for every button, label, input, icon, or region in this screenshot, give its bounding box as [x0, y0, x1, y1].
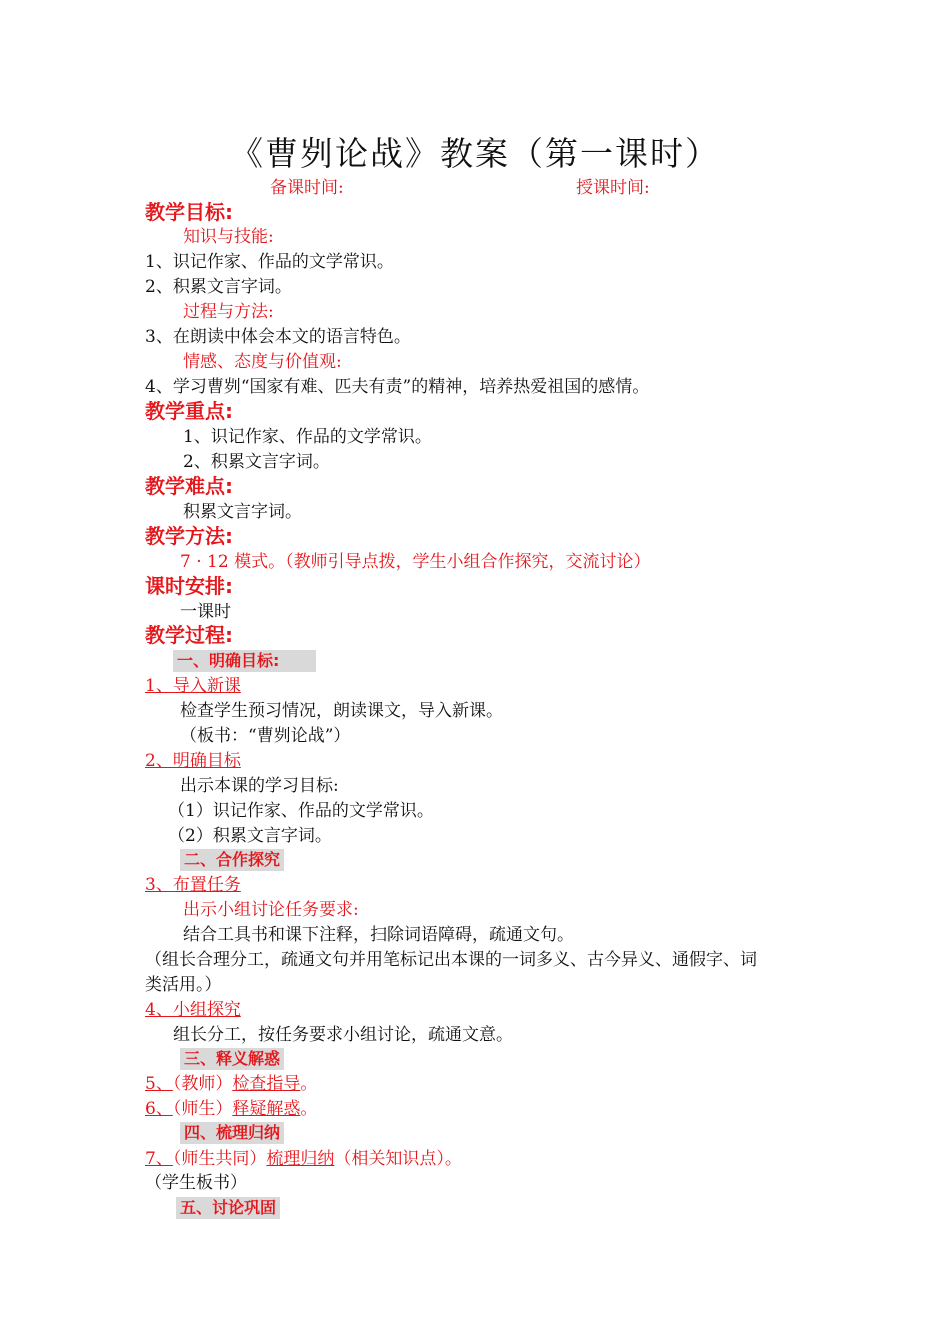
section-heading-3: 三、释义解惑: [180, 1048, 284, 1070]
step-1-text: 检查学生预习情况，朗读课文，导入新课。: [180, 701, 503, 721]
step-6-end: 。: [300, 1099, 318, 1119]
objective-item-1: 1、识记作家、作品的文学常识。: [145, 252, 394, 272]
step-2-item-2: （2）积累文言字词。: [168, 826, 332, 846]
step-7-number: 7、: [145, 1149, 173, 1169]
process-method-label: 过程与方法:: [183, 302, 274, 322]
step-6-number: 6、: [145, 1099, 173, 1119]
step-3-text: 结合工具书和课下注释，扫除词语障碍，疏通文句。: [183, 925, 574, 945]
step-2-text: 出示本课的学习目标:: [180, 776, 339, 796]
step-6: [145, 1098, 317, 1120]
objective-item-2: 2、积累文言字词。: [145, 277, 292, 297]
method-text: 7 · 12 模式。（教师引导点拨，学生小组合作探究，交流讨论）: [180, 552, 651, 572]
step-4-text: 组长分工，按任务要求小组讨论，疏通文意。: [173, 1025, 513, 1045]
step-5: [145, 1073, 317, 1095]
step-6-text: 释疑解惑: [232, 1099, 301, 1119]
section-heading-4: 四、梳理归纳: [180, 1122, 284, 1144]
objectives-heading: 教学目标:: [145, 200, 233, 224]
difficulty-heading: 教学难点:: [145, 474, 233, 498]
teach-time-label: 授课时间:: [576, 178, 650, 198]
method-heading: 教学方法:: [145, 524, 233, 548]
document-title: 《曹刿论战》教案（第一课时）: [230, 134, 720, 173]
prep-time-label: 备课时间:: [270, 178, 344, 198]
step-7-text: 梳理归纳: [266, 1149, 335, 1169]
objective-item-4: 4、学习曹刿“国家有难、匹夫有责”的精神，培养热爱祖国的感情。: [145, 377, 650, 397]
emotion-label: 情感、态度与价值观:: [183, 352, 342, 372]
key-points-heading: 教学重点:: [145, 399, 233, 423]
step-3-title: 3、布置任务: [145, 875, 241, 895]
step-5-number: 5、: [145, 1074, 173, 1094]
step-6-who: （师生）: [172, 1099, 233, 1119]
schedule-heading: 课时安排:: [145, 574, 233, 598]
step-3-label: 出示小组讨论任务要求:: [183, 900, 359, 920]
step-2-title: 2、明确目标: [145, 751, 241, 771]
section-heading-2: 二、合作探究: [180, 849, 284, 871]
step-4-title: 4、小组探究: [145, 1000, 241, 1020]
step-1-board: （板书：“曹刿论战”）: [180, 726, 351, 746]
step-5-end: 。: [300, 1074, 318, 1094]
step-3-note-line-2: 类活用。）: [145, 975, 222, 995]
section-heading-1: 一、明确目标:: [173, 650, 316, 672]
step-2-item-1: （1）识记作家、作品的文学常识。: [168, 801, 434, 821]
step-7-who: （师生共同）: [172, 1149, 267, 1169]
step-7-note: （学生板书）: [145, 1173, 247, 1193]
process-heading: 教学过程:: [145, 623, 233, 647]
step-5-text: 检查指导: [232, 1074, 301, 1094]
step-1-title: 1、导入新课: [145, 676, 241, 696]
key-point-item-1: 1、识记作家、作品的文学常识。: [183, 427, 432, 447]
objective-item-3: 3、在朗读中体会本文的语言特色。: [145, 327, 411, 347]
step-7: [145, 1148, 462, 1170]
key-point-item-2: 2、积累文言字词。: [183, 452, 330, 472]
step-7-end: （相关知识点）。: [334, 1149, 462, 1169]
section-heading-5: 五、讨论巩固: [176, 1197, 280, 1219]
step-3-note-line-1: （组长合理分工，疏通文句并用笔标记出本课的一词多义、古今异义、通假字、词: [145, 950, 757, 970]
schedule-text: 一课时: [180, 602, 231, 622]
step-5-who: （教师）: [172, 1074, 233, 1094]
knowledge-label: 知识与技能:: [183, 227, 274, 247]
difficulty-text: 积累文言字词。: [183, 502, 302, 522]
